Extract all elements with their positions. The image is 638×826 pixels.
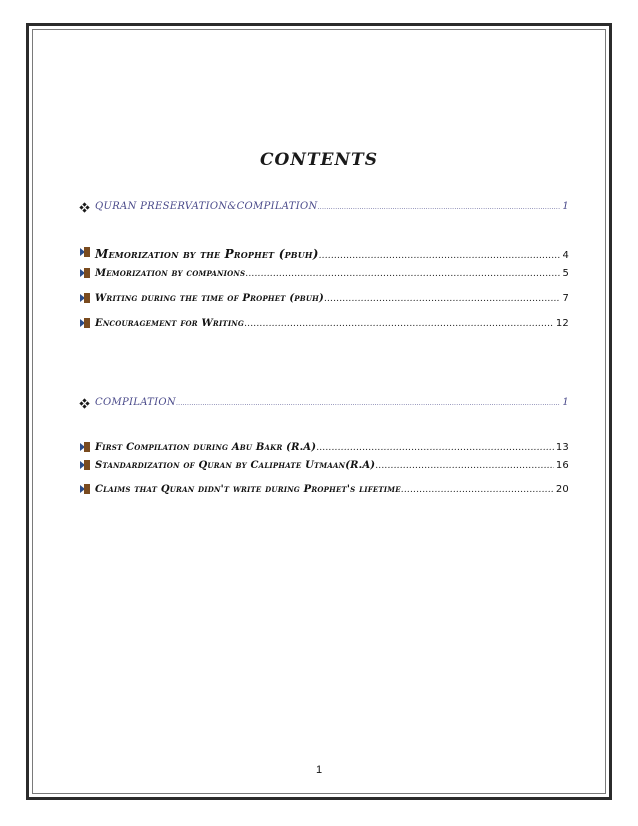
- toc-item[interactable]: [95, 442, 569, 453]
- diamond-bullet-icon: [80, 203, 90, 213]
- arrow-bullet-icon: [80, 293, 90, 303]
- diamond-bullet-icon: [80, 399, 90, 409]
- toc-item-label: Claims that Quran didn't write during Prophet's lifetime: [95, 484, 401, 495]
- toc-item[interactable]: [95, 460, 569, 471]
- toc-leader-dots: [245, 269, 560, 279]
- toc-leader-dots: [244, 319, 554, 329]
- arrow-bullet-icon: [80, 442, 90, 452]
- toc-item[interactable]: [95, 247, 569, 261]
- toc-leader-dots: [401, 485, 554, 495]
- toc-page-number: 5: [562, 268, 569, 279]
- toc-leader-dots: [316, 443, 554, 453]
- toc-page-number: 16: [555, 460, 569, 471]
- toc-section-quran-preservation[interactable]: [95, 201, 569, 212]
- toc-item-label: First Compilation during Abu Bakr (R.A): [95, 442, 317, 453]
- toc-item-label: Standardization of Quran by Caliphate Utmaan(R.A): [95, 460, 376, 471]
- toc-page-number: 20: [555, 484, 569, 495]
- toc-item-label: Memorization by the Prophet (pbuh): [95, 247, 319, 261]
- toc-section-compilation[interactable]: [95, 397, 569, 408]
- toc-section-label: QURAN PRESERVATION&COMPILATION: [95, 201, 318, 212]
- toc-leader-dots: [176, 400, 560, 407]
- toc-leader-dots: [324, 294, 561, 304]
- arrow-bullet-icon: [80, 318, 90, 328]
- toc-item[interactable]: [95, 293, 569, 304]
- toc-leader-dots: [318, 204, 561, 211]
- toc-page-number: 12: [555, 318, 569, 329]
- toc-page-number: 13: [555, 442, 569, 453]
- toc-page-number: 1: [562, 397, 569, 408]
- toc-leader-dots: [375, 461, 554, 471]
- arrow-bullet-icon: [80, 268, 90, 278]
- toc-item[interactable]: [95, 318, 569, 329]
- contents-title: CONTENTS: [260, 150, 378, 170]
- toc-page-number: 4: [562, 250, 569, 261]
- toc-item-label: Memorization by companions: [95, 268, 246, 279]
- toc-section-label: COMPILATION: [95, 397, 176, 408]
- arrow-bullet-icon: [80, 484, 90, 494]
- toc-item[interactable]: [95, 268, 569, 279]
- footer-page-number: 1: [315, 764, 323, 776]
- toc-item-label: Encouragement for Writing: [95, 318, 245, 329]
- arrow-bullet-icon: [80, 247, 90, 257]
- toc-page-number: 1: [562, 201, 569, 212]
- arrow-bullet-icon: [80, 460, 90, 470]
- page-border-inner: [32, 29, 606, 794]
- toc-page-number: 7: [562, 293, 569, 304]
- toc-item-label: Writing during the time of Prophet (pbuh): [95, 293, 324, 304]
- toc-item[interactable]: [95, 484, 569, 495]
- toc-leader-dots: [319, 251, 561, 261]
